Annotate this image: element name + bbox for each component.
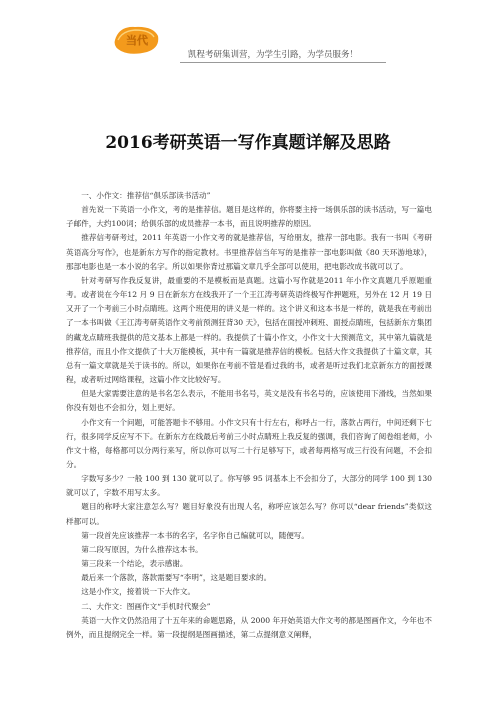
page-header: [0, 0, 496, 72]
svg-text:当代: 当代: [126, 34, 148, 47]
paragraph: 第三段来一个结论，表示感谢。: [81, 559, 188, 569]
paragraph: 小作文有一个问题，可能答题卡不够用。小作文只有十行左右，称呼占一行，落款占两行，中间还剩下七行，很多同学反应写不下。在新东方在线最后考前三小时点睛班上我反复的强调，我们咨询了阅卷组老师，小作文十格，每格都可以分两行来写，所以你可以写二十行足够写下，或者每两格写成三行没有问题，不会扣分。: [66, 417, 432, 469]
document-body: [66, 189, 432, 642]
paragraph: 第二段写原因，为什么推荐这本书。: [81, 544, 203, 554]
paragraph: 第一段首先应该推荐一本书的名字，名字你自己编就可以，随便写。: [81, 530, 309, 540]
paragraph: 推荐信考研考过，2011 年英语一小作文考的就是推荐信，写给朋友，推荐一部电影。我有一书叫《考研英语高分写作》，也是新东方写作的指定教材。书里推荐信当年写的是推荐一部电影叫做《80 天环游地球》，那部电影也是一本小说的名字。所以如果你背过那篇文章几乎全部可以使用，把电影改成书就可以了。: [66, 233, 432, 271]
paragraph: 但是大家需要注意的是书名怎么表示，不能用书名号，英文是没有书名号的，应该使用下滑线，当然如果你没有划也不会扣分，划上更好。: [66, 389, 432, 413]
header-divider: [180, 62, 386, 63]
paragraph: 这是小作文，接着说一下大作文。: [81, 587, 196, 597]
paragraph: 针对考研写作我反复讲，最重要的不是模板而是真题。这篇小写作就是2011 年小作文真题几乎原题重考。或者说在今年12 月 9 日在新东方在线我开了一个王江涛考研英语终极写作押题班，另外在 12 月 19 日又开了一个考前三小时点睛班。这两个班使用的讲义是一样的。这个讲义和这本书是一样的，就是我在考前出了一本书叫做《王江涛考研英语作文考前预测狂背30 天》，包括在面授冲刺班、面授点睛班，包括新东方集团的藏龙点睛班我提供的范文基本上都是一样的。我提供了十篇小作文，小作文十大预测范文，其中第九篇就是推荐信，而且小作文提供了十大万能模板，其中有一篇就是推荐信的模板。包括大作文我提供了十篇文章，其总有一篇文章就是关于读书的。所以，如果你在考前不管是看过我的书，或者是听过我们北京新东方的面授课程，或者听过网络课程，这篇小作文比较好写。: [66, 275, 432, 385]
paragraph: 英语一大作文仍然沿用了十五年来的命题思路，从 2000 年开始英语大作文考的都是图画作文，今年也不例外，而且提纲完全一样。第一段提纲是图画描述，第二点提纲意义阐释，: [66, 615, 432, 639]
paragraph: 题目的称呼大家注意怎么写？题目好象没有出现人名，称呼应该怎么写？你可以“dear friends”类似这样都可以。: [66, 502, 432, 526]
document-title: 2016考研英语一写作真题详解及思路: [105, 133, 391, 153]
section-heading: 一、小作文：推荐信“俱乐部读书活动”: [81, 191, 211, 200]
brand-logo: [113, 22, 161, 56]
paragraph: 最后来一个落款，落款需要写“李明”，这是题目要求的。: [81, 573, 272, 583]
paragraph: 首先说一下英语一小作文，考的是推荐信。题目是这样的，你将要主持一场俱乐部的读书活动，写一篇电子邮件，大约100词；给俱乐部的成员推荐一本书，而且说明推荐的原因。: [66, 205, 432, 229]
section-heading: 二、大作文：图画作文“手机时代聚会”: [81, 601, 211, 611]
paragraph: 字数写多少？一般 100 到 130 就可以了。你写够 95 词基本上不会扣分了，大部分的同学 100 到 130 就可以了，字数不用写太多。: [66, 474, 432, 498]
header-slogan: 凯程考研集训营，为学生引路，为学员服务！: [188, 50, 359, 60]
